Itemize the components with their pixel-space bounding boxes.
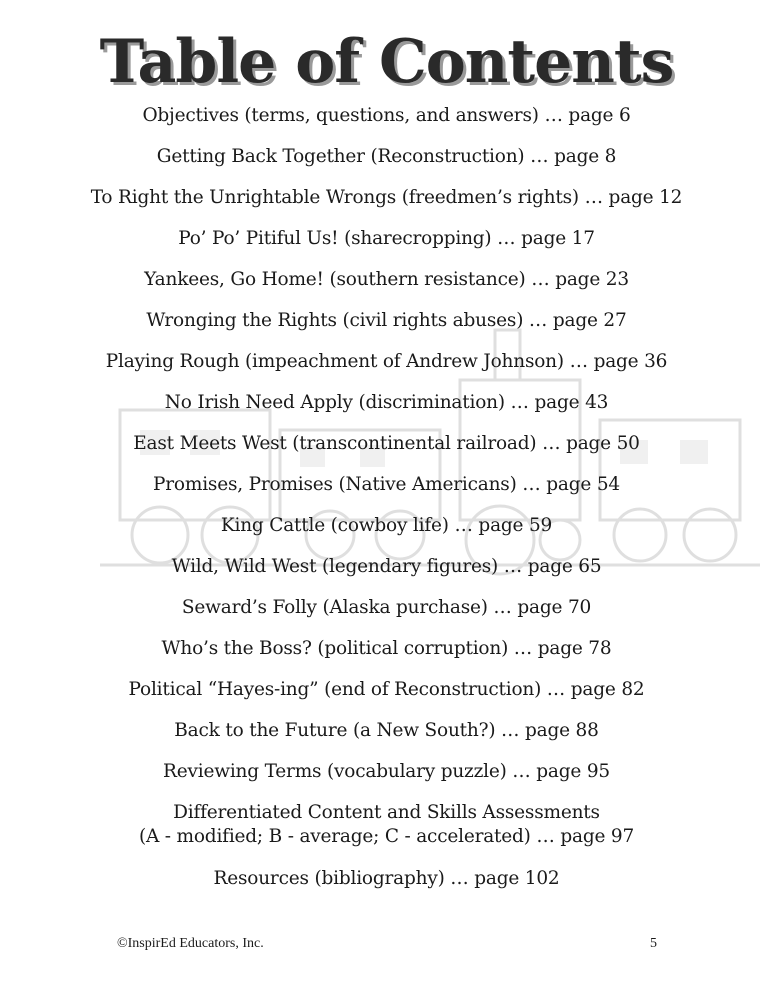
- toc-entry: [0, 391, 773, 432]
- toc-entry-text: Promises, Promises (Native Americans) … page 54: [153, 474, 620, 495]
- toc-entry: [0, 555, 773, 596]
- toc-entry: [0, 309, 773, 350]
- toc-entry: [0, 145, 773, 186]
- toc-entry: [0, 637, 773, 678]
- toc-entry-text-line2: (A - modified; B - average; C - accelerated) … page 97: [138, 826, 635, 847]
- toc-entry: [0, 867, 773, 908]
- toc-entry: [0, 186, 773, 227]
- toc-entry-text-line1: Differentiated Content and Skills Assessments: [173, 802, 600, 823]
- toc-entry-text: Wronging the Rights (civil rights abuses) … page 27: [146, 310, 627, 331]
- toc-entry-text: Wild, Wild West (legendary figures) … page 65: [171, 556, 602, 577]
- toc-entry: [0, 227, 773, 268]
- toc-entry: [0, 801, 773, 867]
- toc-entry: [0, 760, 773, 801]
- toc-entry: [0, 596, 773, 637]
- toc-entry-text: To Right the Unrightable Wrongs (freedmen’s rights) … page 12: [90, 187, 683, 208]
- toc-entry: [0, 473, 773, 514]
- toc-entry-text: No Irish Need Apply (discrimination) … page 43: [164, 392, 609, 413]
- toc-entry-text: Getting Back Together (Reconstruction) … page 8: [156, 146, 617, 167]
- toc-entry-text: Playing Rough (impeachment of Andrew Johnson) … page 36: [105, 351, 668, 372]
- toc-entry-text: Back to the Future (a New South?) … page 88: [174, 720, 599, 741]
- footer-copyright: ©InspirEd Educators, Inc.: [117, 936, 264, 951]
- toc-entry-text: Political “Hayes-ing” (end of Reconstruction) … page 82: [128, 679, 645, 700]
- toc-entry-text: Resources (bibliography) … page 102: [213, 868, 560, 889]
- toc-entry: [0, 104, 773, 145]
- toc-entry-text: East Meets West (transcontinental railroad) … page 50: [133, 433, 640, 454]
- toc-entry: [0, 432, 773, 473]
- toc-entry: [0, 350, 773, 391]
- toc-entry-text: Po’ Po’ Pitiful Us! (sharecropping) … page 17: [178, 228, 595, 249]
- footer-page-number: 5: [650, 936, 657, 951]
- toc-entry-text: Objectives (terms, questions, and answers) … page 6: [142, 105, 631, 126]
- page-title: Table of Contents: [99, 27, 674, 97]
- toc-entry-text: Who’s the Boss? (political corruption) … page 78: [161, 638, 612, 659]
- toc-entry-text: Seward’s Folly (Alaska purchase) … page 70: [181, 597, 592, 618]
- toc-entry: [0, 514, 773, 555]
- toc-entry: [0, 678, 773, 719]
- toc-entry: [0, 268, 773, 309]
- toc-entry-text: King Cattle (cowboy life) … page 59: [220, 515, 553, 536]
- toc-entry: [0, 719, 773, 760]
- table-of-contents-list: [0, 104, 773, 908]
- toc-entry-text: Yankees, Go Home! (southern resistance) … page 23: [144, 269, 629, 290]
- toc-entry-text: Reviewing Terms (vocabulary puzzle) … page 95: [163, 761, 610, 782]
